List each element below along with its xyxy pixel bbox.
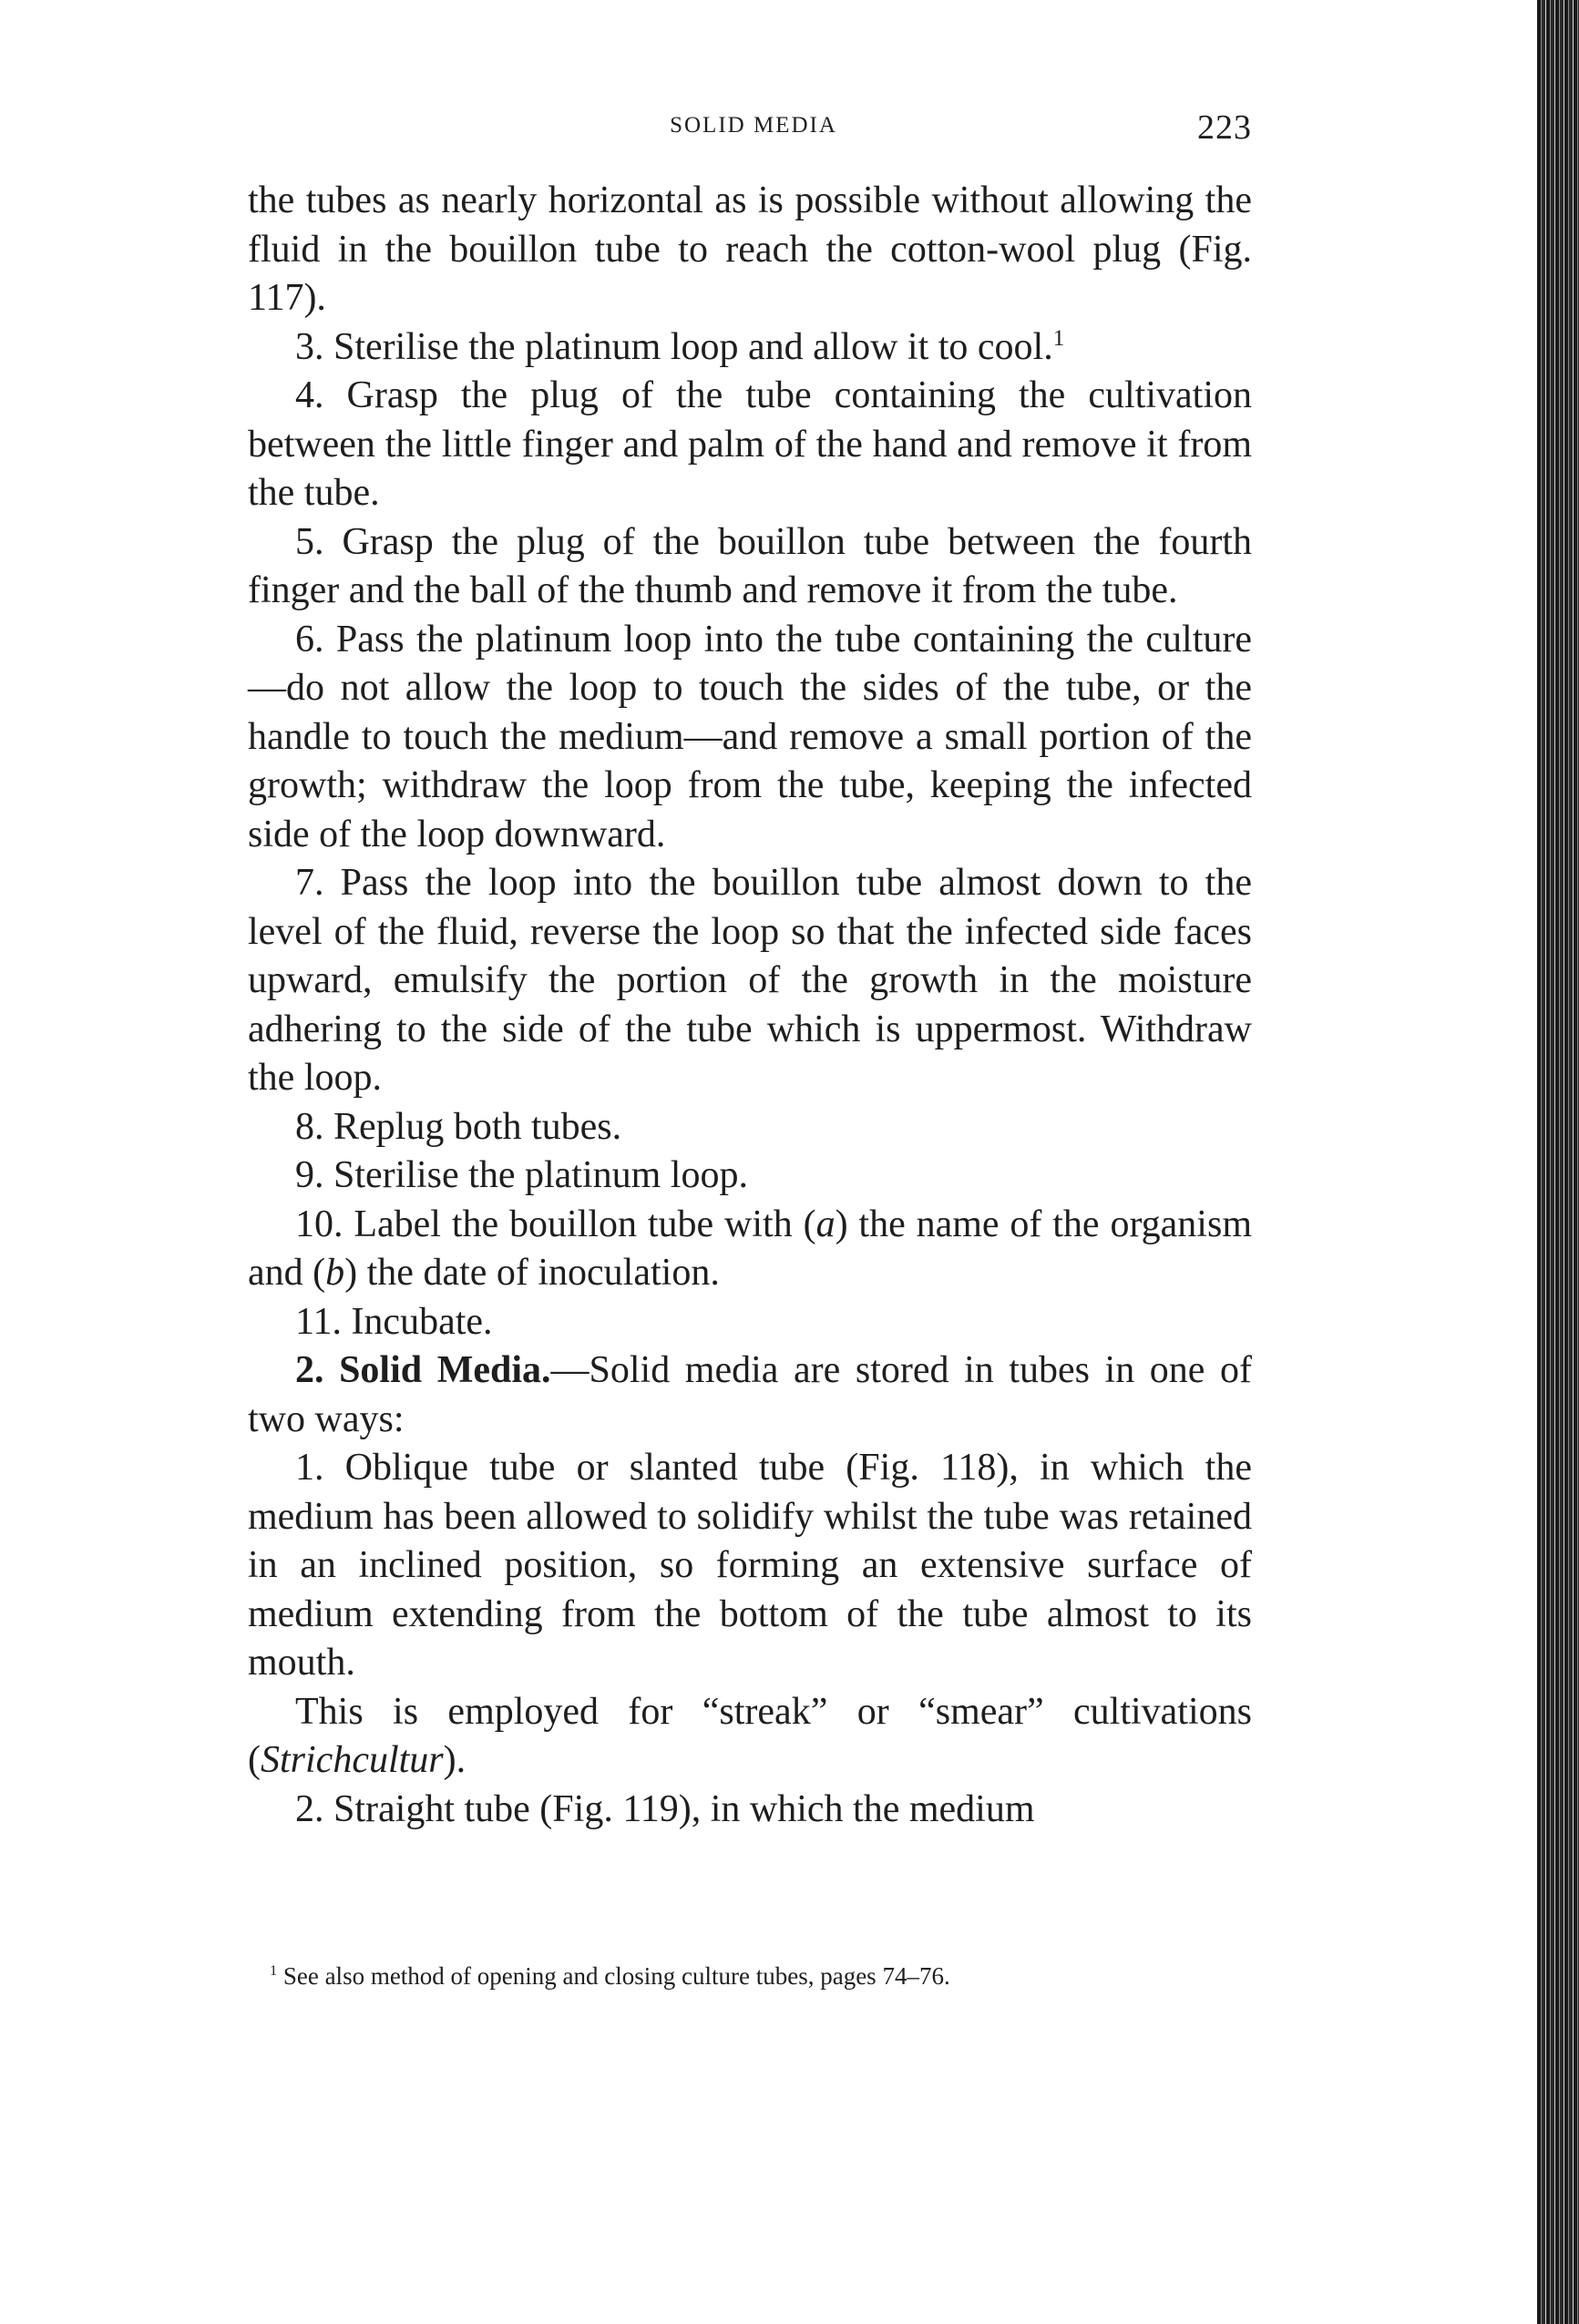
step-10-part-c: ) the date of inoculation.: [344, 1252, 720, 1294]
step-6: 6. Pass the platinum loop into the tube containing the culture—do not allow the loop to touch the sides of the tube, or the handle to touch the medium—and remove a small portion of the growth; withdraw the loop from the tube, keeping the infected side of the loop downward.: [248, 618, 1252, 855]
paragraph-continuation: the tubes as nearly horizontal as is possible without allowing the fluid in the bouillon tube to reach the cotton-wool plug (Fig. 117).: [248, 179, 1252, 319]
step-3: [248, 323, 1252, 373]
streak-text: This is employed for “streak” or “smear” cultivations (: [248, 1690, 1252, 1781]
binding-edge: [1537, 0, 1579, 2324]
step-11: 11. Incubate.: [295, 1300, 493, 1343]
footnote-ref: 1: [1052, 325, 1065, 351]
body-text: [248, 177, 1252, 1834]
step-5: 5. Grasp the plug of the bouillon tube between the fourth finger and the ball of the thumb and remove it from the tube.: [248, 520, 1252, 611]
step-8: 8. Replug both tubes.: [295, 1105, 622, 1148]
section-heading: 2. Solid Media.: [295, 1349, 551, 1391]
page-header: [248, 107, 1259, 153]
step-3-text: 3. Sterilise the platinum loop and allow it to cool.: [295, 325, 1053, 368]
step-10-letter-a: a: [815, 1203, 836, 1245]
section-text: —Solid media are stored in tubes in one of two ways:: [248, 1349, 1252, 1440]
footnote: [270, 1961, 1254, 1991]
item-2: 2. Straight tube (Fig. 119), in which the medium: [295, 1787, 1035, 1830]
step-9: 9. Sterilise the platinum loop.: [295, 1154, 748, 1196]
section-solid-media: [248, 1346, 1252, 1444]
streak-paragraph: [248, 1688, 1252, 1786]
streak-italic: Strichcultur: [261, 1739, 444, 1781]
item-1: 1. Oblique tube or slanted tube (Fig. 118), in which the medium has been allowed to solidify whilst the tube was retained in an inclined position, so forming an extensive surface of medium extending from the bottom of the tube almost to its mouth.: [248, 1447, 1252, 1684]
step-7: 7. Pass the loop into the bouillon tube almost down to the level of the fluid, reverse the loop so that the infected side faces upward, emulsify the portion of the growth in the moisture adhering to the side of the tube which is uppermost. Withdraw the loop.: [248, 862, 1252, 1099]
streak-end: ).: [443, 1739, 467, 1781]
step-10-letter-b: b: [325, 1252, 345, 1294]
running-head: SOLID MEDIA: [670, 113, 837, 138]
step-10: [248, 1201, 1252, 1298]
step-10-part-a: 10. Label the bouillon tube with (: [295, 1203, 816, 1245]
step-10-part-b: ) the name of the organism and (: [248, 1203, 1252, 1294]
footnote-text: See also method of opening and closing culture tubes, pages 74–76.: [277, 1962, 950, 1990]
page-number: 223: [1197, 108, 1252, 147]
step-4: 4. Grasp the plug of the tube containing the cultivation between the little finger and palm of the hand and remove it from the tube.: [248, 374, 1252, 514]
footnote-marker: 1: [270, 1962, 278, 1979]
